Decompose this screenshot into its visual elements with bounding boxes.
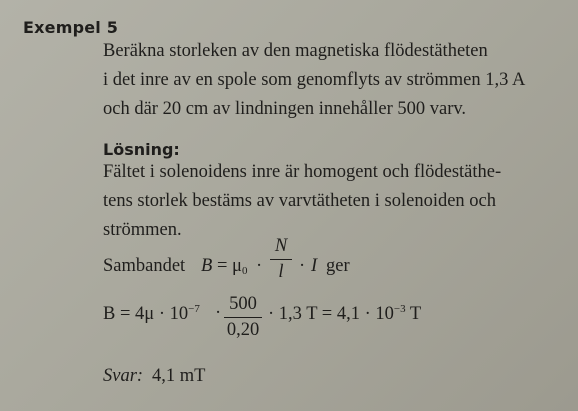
solution-line-2: tens storlek bestäms av varvtätheten i solenoiden och bbox=[103, 191, 497, 211]
calc-fraction bbox=[224, 294, 262, 341]
solution-line-1: Fältet i solenoidens inre är homogent och flödestäthe- bbox=[103, 162, 502, 182]
relation-fraction-denominator: l bbox=[278, 262, 284, 283]
relation-fraction-bar bbox=[270, 259, 292, 260]
relation-dot-2: · bbox=[299, 256, 306, 276]
relation-fraction-numerator: N bbox=[274, 236, 288, 256]
mu-subscript: 0 bbox=[241, 265, 248, 277]
relation-mu: = $\mu_0$ bbox=[217, 256, 248, 277]
relation-lhs: B bbox=[201, 256, 213, 276]
problem-line-2: i det inre av en spole som genomflyts av strömmen 1,3 A bbox=[103, 70, 526, 90]
answer-value: 4,1 mT bbox=[152, 366, 206, 386]
calc-rest: · 1,3 $T = 4,1 \cdot 10^{-3}$ T bbox=[268, 303, 422, 324]
problem-line-3: och där 20 cm av lindningen innehåller 500 varv. bbox=[103, 99, 467, 119]
relation-prefix: Sambandet bbox=[103, 256, 186, 276]
solution-line-3: strömmen. bbox=[103, 220, 182, 240]
calc-exponent-1: −7 bbox=[188, 303, 200, 315]
answer-label: Svar: bbox=[103, 366, 144, 386]
relation-suffix: ger bbox=[326, 256, 350, 276]
calc-dot: · bbox=[215, 303, 222, 323]
example-heading: Exempel 5 bbox=[23, 18, 119, 37]
calc-lhs: $B = 4\mu \cdot 10^{-7}$ bbox=[103, 303, 200, 324]
calc-fraction-bar bbox=[224, 317, 262, 318]
relation-dot-1: · bbox=[256, 256, 263, 276]
solution-heading: Lösning: bbox=[103, 140, 180, 159]
calc-unit: T bbox=[409, 304, 422, 324]
relation-current: I bbox=[311, 256, 318, 276]
calc-fraction-denominator: 0,20 bbox=[226, 320, 260, 341]
problem-line-1: Beräkna storleken av den magnetiska flödestätheten bbox=[103, 41, 488, 61]
relation-fraction bbox=[270, 236, 292, 283]
calc-exponent-2: −3 bbox=[393, 303, 406, 315]
calc-fraction-numerator: 500 bbox=[229, 294, 257, 314]
